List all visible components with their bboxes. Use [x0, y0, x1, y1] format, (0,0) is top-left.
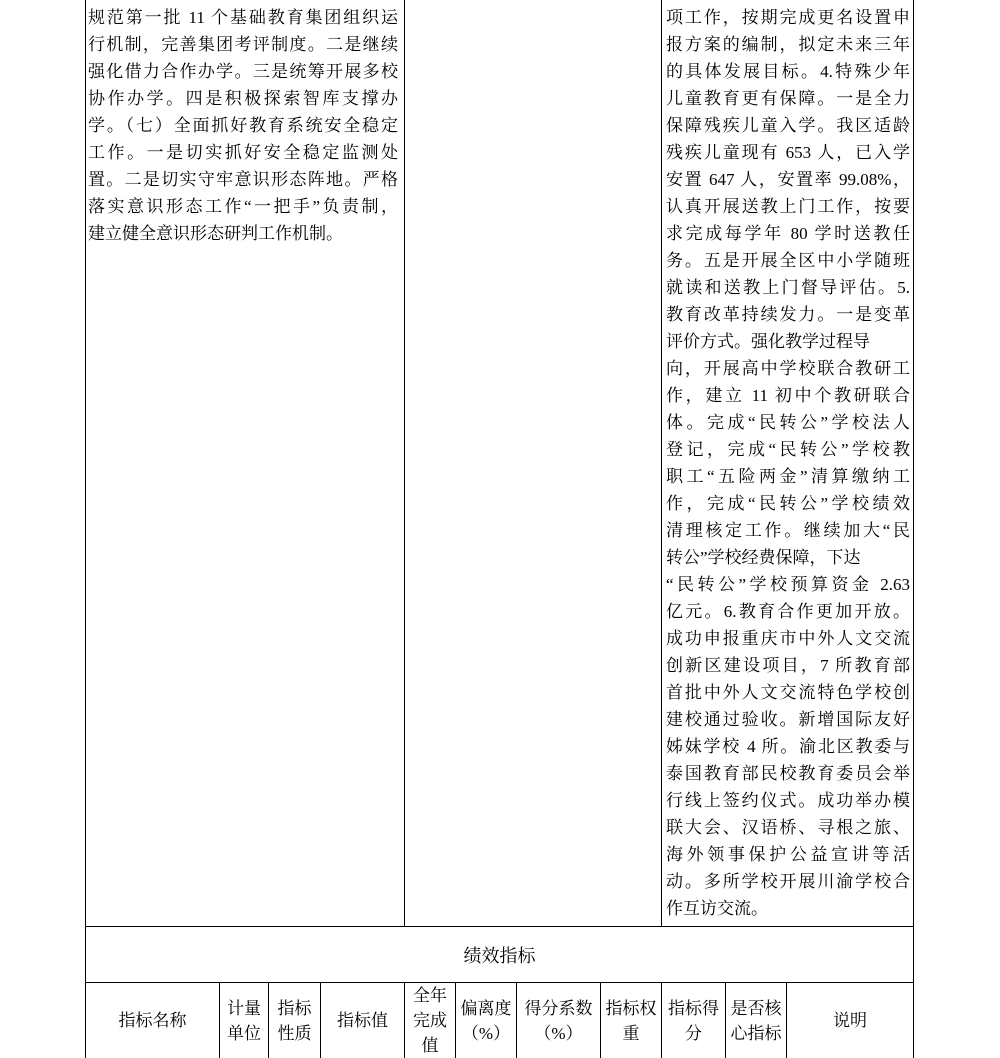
section-title-cell	[85, 927, 914, 983]
text-line: 联大会、汉语桥、寻根之旅、	[666, 818, 910, 837]
text-line: 强化借力合作办学。三是统筹开展多校	[88, 62, 398, 81]
section-title: 绩效指标	[463, 945, 536, 966]
text-line: 行线上签约仪式。成功举办模	[666, 791, 910, 810]
header-cell-deviation	[455, 983, 516, 1058]
text-line: 项工作，按期完成更名设置申	[666, 8, 910, 27]
text-line: 置。二是切实守牢意识形态阵地。严格	[88, 170, 398, 189]
text-line: 工作。一是切实抓好安全稳定监测处	[88, 143, 398, 162]
header-cell-weight	[600, 983, 661, 1058]
text-line: 落实意识形态工作“一把手”负责制，	[88, 197, 398, 216]
text-line: 动。多所学校开展川渝学校合	[666, 872, 910, 891]
header-label: 全年完成值	[413, 986, 447, 1055]
header-cell-score	[661, 983, 725, 1058]
text-line: 成功申报重庆市中外人文交流	[666, 629, 910, 648]
text-line: 务。五是开展全区中小学随班	[666, 251, 910, 270]
text-line: 的具体发展目标。4.特殊少年	[666, 62, 910, 81]
text-line: 规范第一批 11 个基础教育集团组织运	[88, 8, 398, 27]
header-cell-unit	[219, 983, 268, 1058]
text-line: 亿元。6.教育合作更加开放。	[666, 602, 910, 621]
text-line: 建校通过验收。新增国际友好	[666, 710, 910, 729]
header-label: 说明	[833, 1011, 867, 1030]
header-cell-actual-value	[404, 983, 455, 1058]
text-line: 教育改革持续发力。一是变革	[666, 305, 910, 324]
header-label: 指标得分	[668, 998, 719, 1043]
text-line: 建立健全意识形态研判工作机制。	[88, 224, 343, 243]
header-label: 得分系数（%）	[524, 998, 593, 1043]
text-line: 就读和送教上门督导评估。5.	[666, 278, 910, 297]
text-line: 安置 647 人，安置率 99.08%，	[666, 170, 910, 189]
header-label: 是否核心指标	[730, 998, 782, 1043]
text-line: 向，开展高中学校联合教研工	[666, 359, 910, 378]
header-cell-nature	[268, 983, 320, 1058]
text-line: 体。完成“民转公”学校法人	[666, 413, 910, 432]
text-line: 创新区建设项目，7 所教育部	[666, 656, 910, 675]
header-cell-remarks	[786, 983, 914, 1058]
text-line: 求完成每学年 80 学时送教任	[666, 224, 910, 243]
text-line: 职工“五险两金”清算缴纳工	[666, 467, 910, 486]
text-line: 作，建立 11 初中个教研联合	[666, 386, 910, 405]
text-line: 残疾儿童现有 653 人，已入学	[666, 143, 910, 162]
header-label: 指标值	[337, 1011, 388, 1030]
header-label: 指标权重	[605, 998, 657, 1043]
text-line: 评价方式。强化教学过程导	[666, 332, 870, 351]
text-line: “民转公”学校预算资金 2.63	[666, 575, 910, 594]
text-line: 儿童教育更有保障。一是全力	[666, 89, 910, 108]
text-line: 清理核定工作。继续加大“民	[666, 521, 910, 540]
header-cell-target-value	[320, 983, 404, 1058]
header-cell-is-core	[725, 983, 786, 1058]
text-line: 认真开展送教上门工作，按要	[666, 197, 910, 216]
header-label: 指标名称	[118, 1011, 187, 1030]
narrative-cell-right	[661, 0, 914, 927]
text-line: 海外领事保护公益宣讲等活	[666, 845, 910, 864]
narrative-cell-middle	[404, 0, 661, 927]
text-line: 保障残疾儿童入学。我区适龄	[666, 116, 910, 135]
text-line: 作，完成“民转公”学校绩效	[666, 494, 910, 513]
header-label: 指标性质	[277, 998, 312, 1043]
header-cell-indicator-name	[85, 983, 219, 1058]
text-line: 报方案的编制，拟定未来三年	[666, 35, 910, 54]
narrative-cell-left	[85, 0, 404, 927]
header-cell-score-coefficient	[516, 983, 600, 1058]
text-line: 转公”学校经费保障，下达	[666, 548, 861, 567]
text-line: 行机制，完善集团考评制度。二是继续	[88, 35, 398, 54]
header-label: 偏离度（%）	[460, 998, 512, 1043]
header-label: 计量单位	[227, 998, 261, 1043]
text-line: 协作办学。四是积极探索智库支撑办	[88, 89, 398, 108]
text-line: 姊妹学校 4 所。渝北区教委与	[666, 737, 910, 756]
text-line: 泰国教育部民校教育委员会举	[666, 764, 910, 783]
text-line: 学。（七）全面抓好教育系统安全稳定	[88, 116, 398, 135]
text-line: 首批中外人文交流特色学校创	[666, 683, 910, 702]
text-line: 作互访交流。	[666, 899, 768, 918]
text-line: 登记，完成“民转公”学校教	[666, 440, 910, 459]
